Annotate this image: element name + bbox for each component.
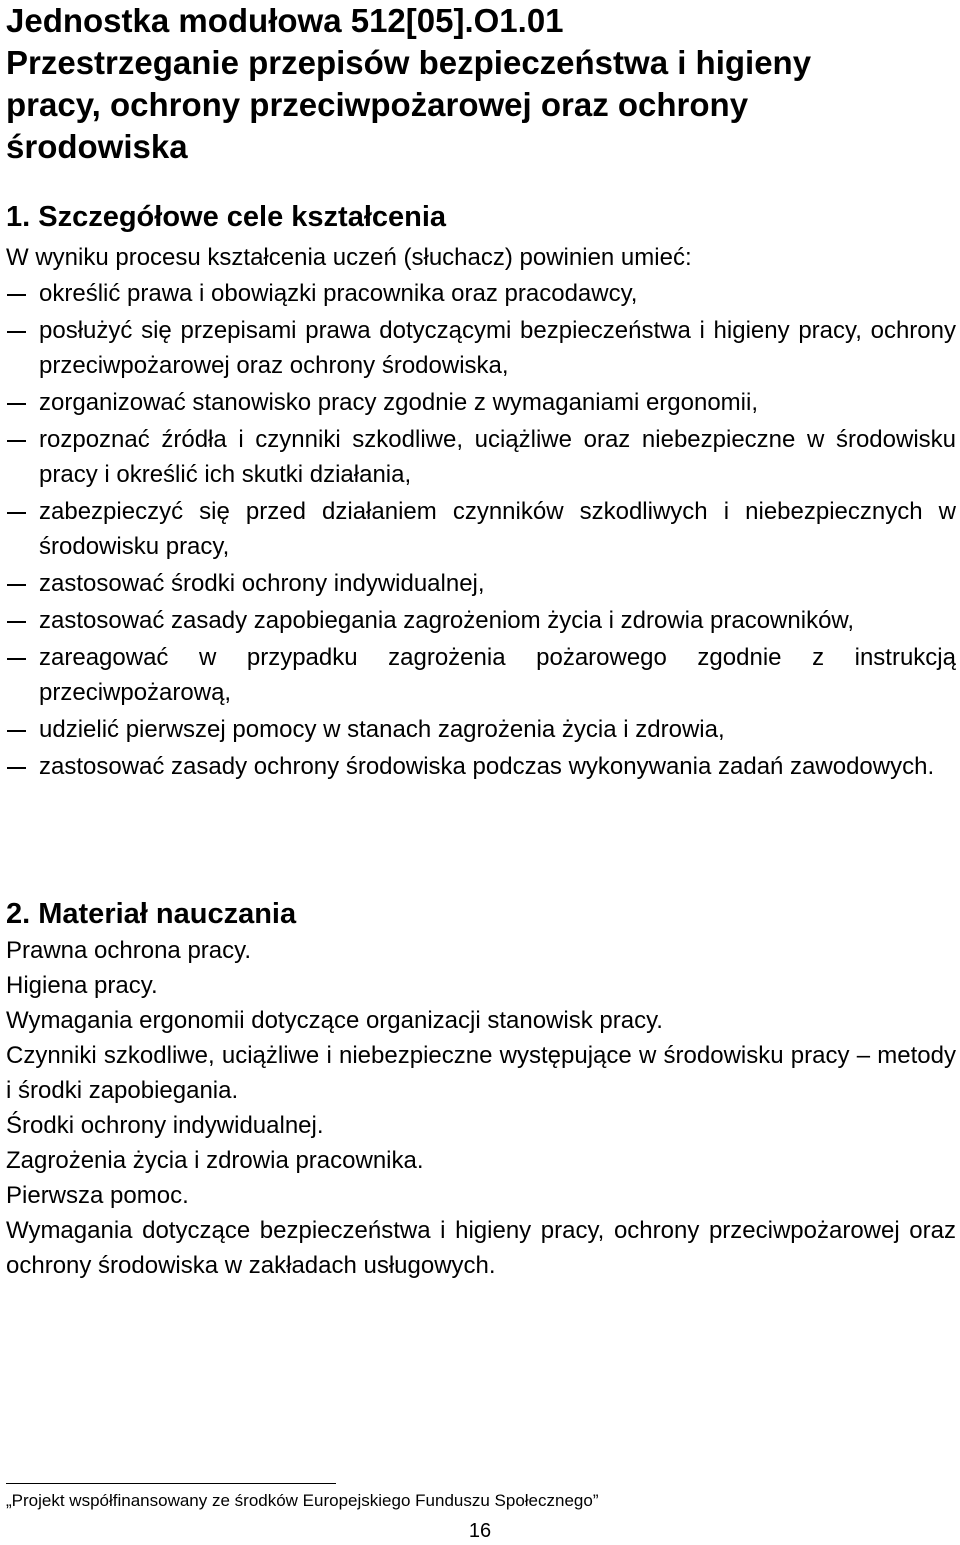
material-item: Zagrożenia życia i zdrowia pracownika.: [6, 1147, 424, 1174]
section-heading-materials: 2. Materiał nauczania: [6, 898, 297, 930]
section-intro: W wyniku procesu kształcenia uczeń (słuchacz) powinien umieć:: [6, 244, 692, 271]
materials-list: [6, 933, 956, 1283]
page-number: 16: [468, 1520, 492, 1542]
footer-divider: [6, 1483, 336, 1484]
document-title: [6, 0, 956, 168]
list-item: zastosować zasady ochrony środowiska podczas wykonywania zadań zawodowych.: [39, 753, 935, 780]
list-item: rozpoznać źródła i czynniki szkodliwe, uciążliwe oraz niebezpieczne w środowisku pracy i określić ich skutki działania,: [39, 426, 956, 488]
list-item: posłużyć się przepisami prawa dotyczącymi bezpieczeństwa i higieny pracy, ochrony przeciwpożarowej oraz ochrony środowiska,: [39, 317, 956, 379]
footer-note: „Projekt współfinansowany ze środków Europejskiego Funduszu Społecznego”: [6, 1491, 599, 1510]
title-line: Przestrzeganie przepisów bezpieczeństwa i higieny: [6, 44, 812, 81]
list-item: zabezpieczyć się przed działaniem czynników szkodliwych i niebezpiecznych w środowisku pracy,: [39, 498, 956, 560]
list-item: określić prawa i obowiązki pracownika oraz pracodawcy,: [39, 280, 638, 307]
title-line: środowiska: [6, 128, 188, 165]
material-item: Wymagania dotyczące bezpieczeństwa i higieny pracy, ochrony przeciwpożarowej oraz ochrony środowiska w zakładach usługowych.: [6, 1217, 956, 1279]
material-item: Pierwsza pomoc.: [6, 1182, 189, 1209]
material-item: Wymagania ergonomii dotyczące organizacji stanowisk pracy.: [6, 1007, 663, 1034]
material-item: Higiena pracy.: [6, 972, 158, 999]
list-item: udzielić pierwszej pomocy w stanach zagrożenia życia i zdrowia,: [39, 716, 725, 743]
material-item: Prawna ochrona pracy.: [6, 937, 252, 964]
section-heading-goals: 1. Szczegółowe cele kształcenia: [6, 201, 447, 233]
material-item: Środki ochrony indywidualnej.: [6, 1112, 324, 1139]
material-item: Czynniki szkodliwe, uciążliwe i niebezpieczne występujące w środowisku pracy – metody i środki zapobiegania.: [6, 1042, 956, 1104]
title-line: pracy, ochrony przeciwpożarowej oraz ochrony: [6, 86, 749, 123]
list-item: zareagować w przypadku zagrożenia pożarowego zgodnie z instrukcją przeciwpożarową,: [39, 644, 956, 706]
goals-list: [6, 276, 956, 786]
list-item: zastosować zasady zapobiegania zagrożeniom życia i zdrowia pracowników,: [39, 607, 855, 634]
list-item: zorganizować stanowisko pracy zgodnie z wymaganiami ergonomii,: [39, 389, 759, 416]
list-item: zastosować środki ochrony indywidualnej,: [39, 570, 485, 597]
title-line: Jednostka modułowa 512[05].O1.01: [6, 2, 564, 39]
